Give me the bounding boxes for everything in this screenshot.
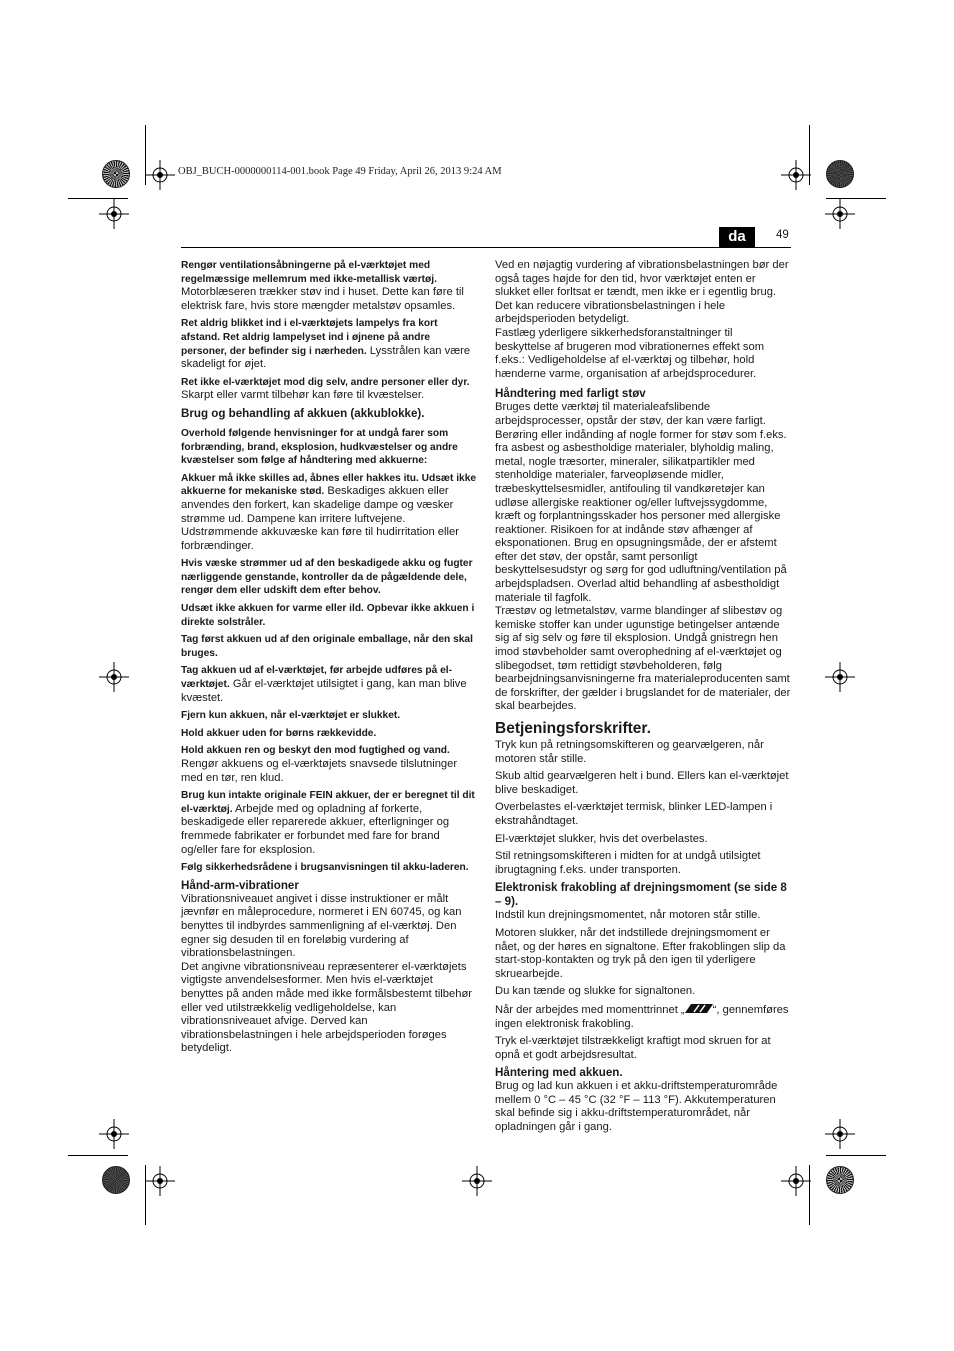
- registration-rosette-icon: [826, 160, 854, 188]
- registration-target-icon: [825, 662, 855, 692]
- paragraph: Det angivne vibrationsniveau repræsenterer el-værktøjets vigtigste anvendelsesformer. Men hvis el-værktøjet benyttes på anden måde med ikke formålsbestemt tilbehør eller ved utilstrækkelig vedligeholdelse, kan vibrationsniveauet afvige. Derved kan vibrationsbelastningen i hele arbejdsperioden forøges betydeligt.: [181, 960, 473, 1055]
- section-heading: Håndtering med farligt støv: [495, 387, 646, 401]
- paragraph: Brug kun intakte originale FEIN akkuer, der er beregnet til dit el-værktøj. Arbejde med og opladning af forkerte, beskadigede eller reparerede akkuer, efterligninger og fremmede fabrikater er forbundet med fare for brand og/eller fare for eksplosion.: [181, 790, 475, 856]
- paragraph: Motoren slukker, når det indstillede drejningsmoment er nået, og der høres en signaltone. Efter frakoblingen slip da start-stop-kontakten og tryk på den igen til yderligere skruearbejde.: [495, 926, 786, 980]
- paragraph: Rengør ventilationsåbningerne på el-værktøjet med regelmæssige mellemrum med ikke-metallisk værtøj. Motorblæseren trækker støv ind i huset. Dette kan føre til elektrisk fare, hvis store mængder metalstøv opsamles.: [181, 260, 464, 312]
- registration-target-icon: [462, 1166, 492, 1196]
- paragraph: Fastlæg yderligere sikkerhedsforanstaltninger til beskyttelse af brugeren mod vibrationernes effekt som f.eks.: Vedligeholdelse af el-værktøj og tilbehør, hold hænderne varme, organisation af arbejdsprocedurer.: [495, 326, 765, 380]
- paragraph: Vibrationsniveauet angivet i disse instruktioner er målt jævnfør en måleprocedure, normeret i EN 60745, og kan benyttes til indbyrdes sammenligning af el-værktøj. Den egner sig desuden til en foreløbig vurdering af vibrationsbelastningen.: [181, 892, 462, 960]
- language-tab: da: [719, 227, 755, 247]
- paragraph: Tag først akkuen ud af den originale emballage, når den skal bruges.: [181, 634, 473, 659]
- paragraph: Hold akkuen ren og beskyt den mod fugtighed og vand. Rengør akkuens og el-værktøjets snavsede tilslutninger med en tør, ren klud.: [181, 745, 458, 784]
- registration-rosette-icon: [102, 1166, 130, 1194]
- section-heading: Elektronisk frakobling af drejningsmoment (se side 8 – 9).: [495, 881, 787, 909]
- crop-mark: [826, 1155, 886, 1156]
- paragraph: Bruges dette værktøj til materialeafslibende arbejdsprocesser, opstår der støv, der kan være farligt.: [495, 401, 766, 427]
- torque-step-drill-icon: [685, 1003, 713, 1014]
- paragraph: Skub altid gearvælgeren helt i bund. Ellers kan el-værktøjet blive beskadiget.: [495, 770, 789, 796]
- registration-rosette-icon: [102, 160, 130, 188]
- paragraph: Overbelastes el-værktøjet termisk, blinker LED-lampen i ekstrahåndtaget.: [495, 801, 773, 827]
- paragraph: Når der arbejdes med momenttrinnet „ “, gennemføres ingen elektronisk frakobling.: [495, 1003, 789, 1030]
- header-rule: [181, 247, 791, 248]
- paragraph: Stil retningsomskifteren i midten for at undgå utilsigtet ibrugtagning f.eks. under transporten.: [495, 850, 761, 876]
- right-column: [495, 259, 791, 1135]
- paragraph: Indstil kun drejningsmomentet, når motoren står stille.: [495, 909, 761, 922]
- paragraph: Berøring eller indånding af nogle former for støv som f.eks. fra asbest og asbestholdige materialer, blyholdig maling, metal, nogle træsorter, mineraler, silikatpartikler med stenholdige materialer, farveopløsende midler, træbeskyttelsesmidler, antifouling til vandkøretøjer kan udløse allergiske reaktioner og/eller luftvejssygdomme, kræft og forplantningsskader hos personer med allergiske reaktioner. Risikoen for at indånde støv afhænger af eksponationen. Brug en opsugningsmåde, der er afstemt efter det støv, der opstår, samt personligt beskyttelsesudstyr og sørg for god udluftning/ventilation på arbejdspladsen. Overlad altid behandling af asbestholdigt materiale til fagfolk.: [495, 428, 787, 604]
- left-column: [181, 259, 477, 1056]
- registration-target-icon: [99, 199, 129, 229]
- section-heading: Hånd-arm-vibrationer: [181, 878, 299, 892]
- registration-target-icon: [145, 160, 175, 190]
- paragraph: Fjern kun akkuen, når el-værktøjet er slukket.: [181, 710, 401, 722]
- section-heading: Håntering med akkuen.: [495, 1066, 623, 1080]
- paragraph: Træstøv og letmetalstøv, varme blandinger af slibestøv og kemiske stoffer kan under ugunstige betingelser antænde sig af sig selv og føre til eksplosion. Undgå gnistregn hen imod støvbeholder samt overophedning af el-værktøjet og slibegodset, tøm rettidigt støvbeholderen, følg bearbejdningsanvisningerne fra materialeproducenten samt de forskrifter, der gælder i brugslandet for de materialer, der skal bearbejdes.: [495, 605, 791, 713]
- registration-target-icon: [99, 662, 129, 692]
- crop-mark: [68, 1155, 128, 1156]
- paragraph: Tag akkuen ud af el-værktøjet, før arbejde udføres på el-værktøjet. Går el-værktøjet utilsigtet i gang, kan man blive kvæstet.: [181, 665, 467, 704]
- registration-target-icon: [781, 1166, 811, 1196]
- paragraph: Ret aldrig blikket ind i el-værktøjets lampelys fra kort afstand. Ret aldrig lampelyset ind i øjnene på andre personer, der befinder sig i nærheden. Lysstrålen kan være skadeligt for øjet.: [181, 318, 471, 371]
- paragraph: Hold akkuer uden for børns rækkevidde.: [181, 727, 377, 739]
- registration-target-icon: [145, 1166, 175, 1196]
- paragraph: Udsæt ikke akkuen for varme eller ild. Opbevar ikke akkuen i direkte solstråler.: [181, 603, 475, 628]
- section-heading: Brug og behandling af akkuen (akkublokke).: [181, 406, 425, 420]
- main-heading: Betjeningsforskrifter.: [495, 720, 651, 737]
- paragraph: Akkuer må ikke skilles ad, åbnes eller hakkes itu. Udsæt ikke akkuerne for mekaniske stød. Beskadiges akkuen eller anvendes den forkert, kan skadelige dampe og væsker strømme ud. Dampene kan irritere luftvejene. Udstrømmende akkuvæske kan føre til hudirritation eller forbrændinger.: [181, 472, 477, 552]
- registration-rosette-icon: [826, 1166, 854, 1194]
- paragraph: Brug og lad kun akkuen i et akku-driftstemperaturområde mellem 0 °C – 45 °C (32 °F – 113 °F). Akkutemperaturen skal befinde sig i akku-driftstemperaturområdet, når opladningen går i gang.: [495, 1080, 778, 1134]
- paragraph: Du kan tænde og slukke for signaltonen.: [495, 985, 696, 998]
- paragraph: El-værktøjet slukker, hvis det overbelastes.: [495, 832, 708, 845]
- paragraph: Hvis væske strømmer ud af den beskadigede akku og fugter nærliggende genstande, kontroller da de pågældende dele, rengør dem eller udskift dem efter behov.: [181, 558, 473, 597]
- paragraph: Overhold følgende henvisninger for at undgå farer som forbrænding, brand, eksplosion, hudkvæstelser og andre kvæstelser som følge af håndtering med akkuerne:: [181, 427, 458, 467]
- registration-target-icon: [781, 160, 811, 190]
- page-number: 49: [776, 229, 789, 241]
- registration-target-icon: [99, 1119, 129, 1149]
- file-header: OBJ_BUCH-0000000114-001.book Page 49 Friday, April 26, 2013 9:24 AM: [178, 166, 502, 177]
- registration-target-icon: [825, 1119, 855, 1149]
- paragraph: Ved en nøjagtig vurdering af vibrationsbelastningen bør der også tages højde for den tid, hvor værktøjet enten er slukket eller forltsat er tændt, men ikke er i egentlig brug. Det kan reducere vibrationsbelastningen i hele arbejdsperioden betydeligt.: [495, 259, 789, 326]
- paragraph: Tryk kun på retningsomskifteren og gearvælgeren, når motoren står stille.: [495, 739, 764, 765]
- paragraph: Tryk el-værktøjet tilstrækkeligt kraftigt mod skruen for at opnå et godt arbejdsresultat.: [495, 1035, 771, 1061]
- registration-target-icon: [825, 199, 855, 229]
- paragraph: Ret ikke el-værktøjet mod dig selv, andre personer eller dyr. Skarpt eller varmt tilbehør kan føre til kvæstelser.: [181, 376, 470, 402]
- paragraph: Følg sikkerhedsrådene i brugsanvisningen til akku-laderen.: [181, 862, 469, 874]
